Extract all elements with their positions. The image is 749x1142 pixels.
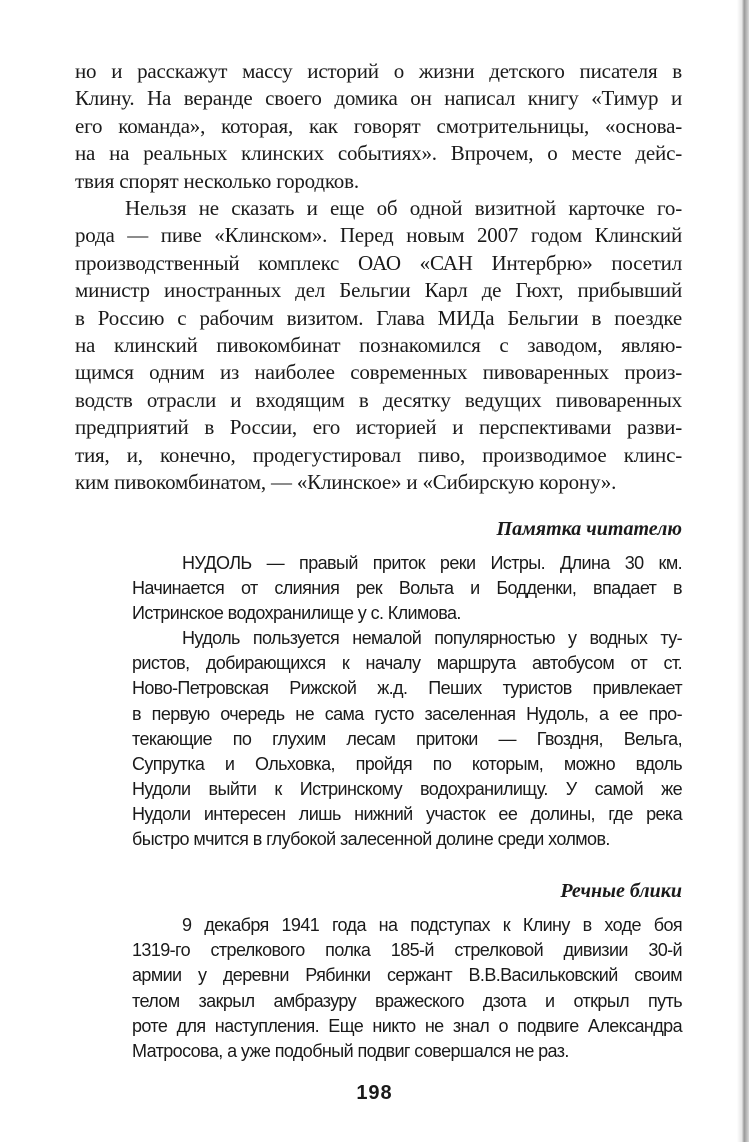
text-line: роте для наступления. Еще никто не знал о подвиге Александра — [132, 1015, 682, 1036]
text-line: Нельзя не сказать и еще об одной визитной карточке го- — [125, 196, 682, 221]
text-line: армии у деревни Рябинки сержант В.В.Васильковский своим — [132, 965, 682, 986]
river-glimpses-text-block — [132, 913, 682, 1064]
text-line: 1319-го стрелкового полка 185-й стрелковой дивизии 30-й — [132, 940, 682, 961]
scan-page-edge — [737, 0, 749, 1142]
text-line: на на реальных клинских событиях». Впрочем, о месте дейс- — [75, 141, 682, 166]
text-line: рода — пиве «Клинском». Перед новым 2007 годом Клинский — [75, 223, 682, 248]
text-line: Нудоли интересен лишь нижний участок ее долины, где река — [132, 803, 682, 824]
text-line: ким пивокомбинатом, — «Клинское» и «Сибирскую корону». — [75, 470, 617, 495]
text-line: министр иностранных дел Бельгии Карл де Гюхт, прибывший — [75, 278, 682, 303]
text-line: быстро мчится в глубокой залесенной долине среди холмов. — [132, 829, 610, 850]
text-line: текающие по глухим лесам притоки — Гвоздня, Вельга, — [132, 728, 682, 749]
text-line: Нудоль пользуется немалой популярностью у водных ту- — [182, 628, 682, 649]
text-line: на клинский пивокомбинат познакомился с заводом, являю- — [75, 333, 682, 358]
section-heading-reader-memo: Памятка читателю — [496, 518, 682, 540]
text-line: Клину. На веранде своего домика он написал книгу «Тимур и — [75, 86, 682, 111]
main-text-block — [75, 58, 682, 497]
text-line: Истринское водохранилище у с. Климова. — [132, 603, 461, 624]
text-line: в первую очередь не сама густо заселенная Нудоль, а ее про- — [132, 703, 682, 724]
text-line: в Россию с рабочим визитом. Глава МИДа Бельгии в поездке — [75, 305, 682, 330]
text-line: но и расскажут массу историй о жизни детского писателя в — [75, 59, 682, 83]
text-line: его команда», которая, как говорят смотрительницы, «основа- — [75, 113, 682, 138]
text-line: Супрутка и Ольховка, пройдя по которым, можно вдоль — [132, 753, 682, 774]
text-line: щимся одним из наиболее современных пивоваренных произ- — [75, 360, 682, 385]
text-line: 9 декабря 1941 года на подступах к Клину в ходе боя — [182, 915, 682, 935]
text-line: Начинается от слияния рек Вольта и Бодденки, впадает в — [132, 578, 682, 599]
text-line: Матросова, а уже подобный подвиг совершался не раз. — [132, 1041, 569, 1062]
text-line: НУДОЛЬ — правый приток реки Истры. Длина 30 км. — [182, 553, 682, 573]
text-line: ристов, добирающихся к началу маршрута автобусом от ст. — [132, 653, 682, 674]
text-line: телом закрыл амбразуру вражеского дзота и открыл путь — [132, 990, 682, 1011]
text-line: Нудоли выйти к Истринскому водохранилищу. У самой же — [132, 778, 682, 799]
text-line: предприятий в России, его историей и перспективами разви- — [75, 415, 682, 440]
text-line: водств отрасли и входящим в десятку ведущих пивоваренных — [75, 387, 682, 412]
text-line: Ново-Петровская Рижской ж.д. Пеших туристов привлекает — [132, 678, 682, 699]
text-line: производственный комплекс ОАО «САН Интербрю» посетил — [75, 250, 682, 275]
reader-memo-text-block — [132, 551, 682, 852]
text-line: тия, и, конечно, продегустировал пиво, производимое клинс- — [75, 442, 682, 467]
page-number: 198 — [356, 1082, 393, 1104]
text-line: твия спорят несколько городков. — [75, 168, 359, 193]
section-heading-river-glimpses: Речные блики — [560, 880, 682, 902]
